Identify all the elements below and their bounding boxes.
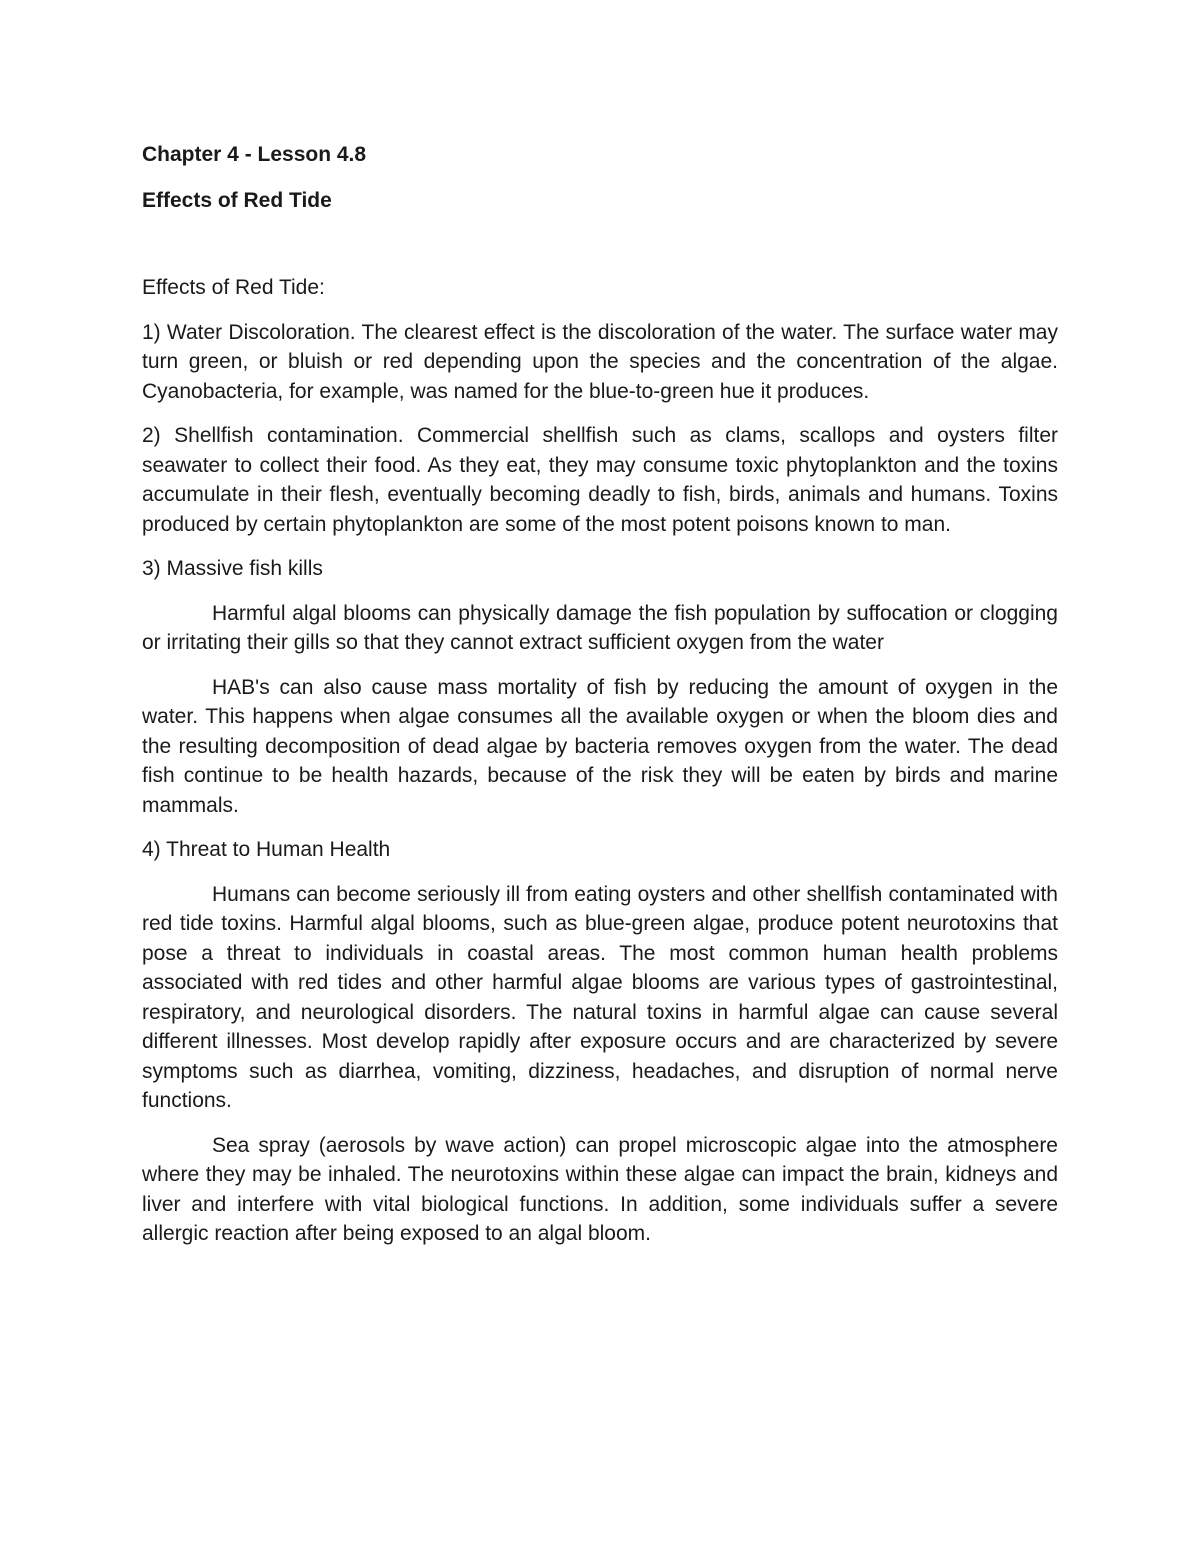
lesson-title: Effects of Red Tide <box>142 188 332 212</box>
effect-human-health-heading: 4) Threat to Human Health <box>142 838 391 861</box>
effect-shellfish-contamination: 2) Shellfish contamination. Commercial shellfish such as clams, scallops and oysters filter seawater to collect their food. As they eat, they may consume toxic phytoplankton and the toxins accumulate in their flesh, eventually becoming deadly to fish, birds, animals and humans. Toxins produced by certain phytoplankton are some of the most potent poisons known to man. <box>142 424 1058 536</box>
effect-fish-kills-heading: 3) Massive fish kills <box>142 557 323 580</box>
effect-fish-kills-paragraph-1: Harmful algal blooms can physically damage the fish population by suffocation or clogging or irritating their gills so that they cannot extract sufficient oxygen from the water <box>142 601 1058 654</box>
effect-fish-kills-paragraph-2: HAB's can also cause mass mortality of fish by reducing the amount of oxygen in the water. This happens when algae consumes all the available oxygen or when the bloom dies and the resulting decomposition of dead algae by bacteria removes oxygen from the water. The dead fish continue to be health hazards, because of the risk they will be eaten by birds and marine mammals. <box>142 675 1058 817</box>
document-page <box>142 140 1058 1264</box>
effect-human-health-paragraph-2: Sea spray (aerosols by wave action) can propel microscopic algae into the atmosphere where they may be inhaled. The neurotoxins within these algae can impact the brain, kidneys and liver and interfere with vital biological functions. In addition, some individuals suffer a severe allergic reaction after being exposed to an algal bloom. <box>142 1133 1058 1245</box>
effect-water-discoloration: 1) Water Discoloration. The clearest effect is the discoloration of the water. The surface water may turn green, or bluish or red depending upon the species and the concentration of the algae. Cyanobacteria, for example, was named for the blue-to-green hue it produces. <box>142 320 1058 403</box>
effect-human-health-paragraph-1: Humans can become seriously ill from eating oysters and other shellfish contaminated with red tide toxins. Harmful algal blooms, such as blue-green algae, produce potent neurotoxins that pose a threat to individuals in coastal areas. The most common human health problems associated with red tides and other harmful algae blooms are various types of gastrointestinal, respiratory, and neurological disorders. The natural toxins in harmful algae can cause several different illnesses. Most develop rapidly after exposure occurs and are characterized by severe symptoms such as diarrhea, vomiting, dizziness, headaches, and disruption of normal nerve functions. <box>142 882 1058 1112</box>
chapter-heading: Chapter 4 - Lesson 4.8 <box>142 143 367 166</box>
intro-line: Effects of Red Tide: <box>142 276 325 299</box>
